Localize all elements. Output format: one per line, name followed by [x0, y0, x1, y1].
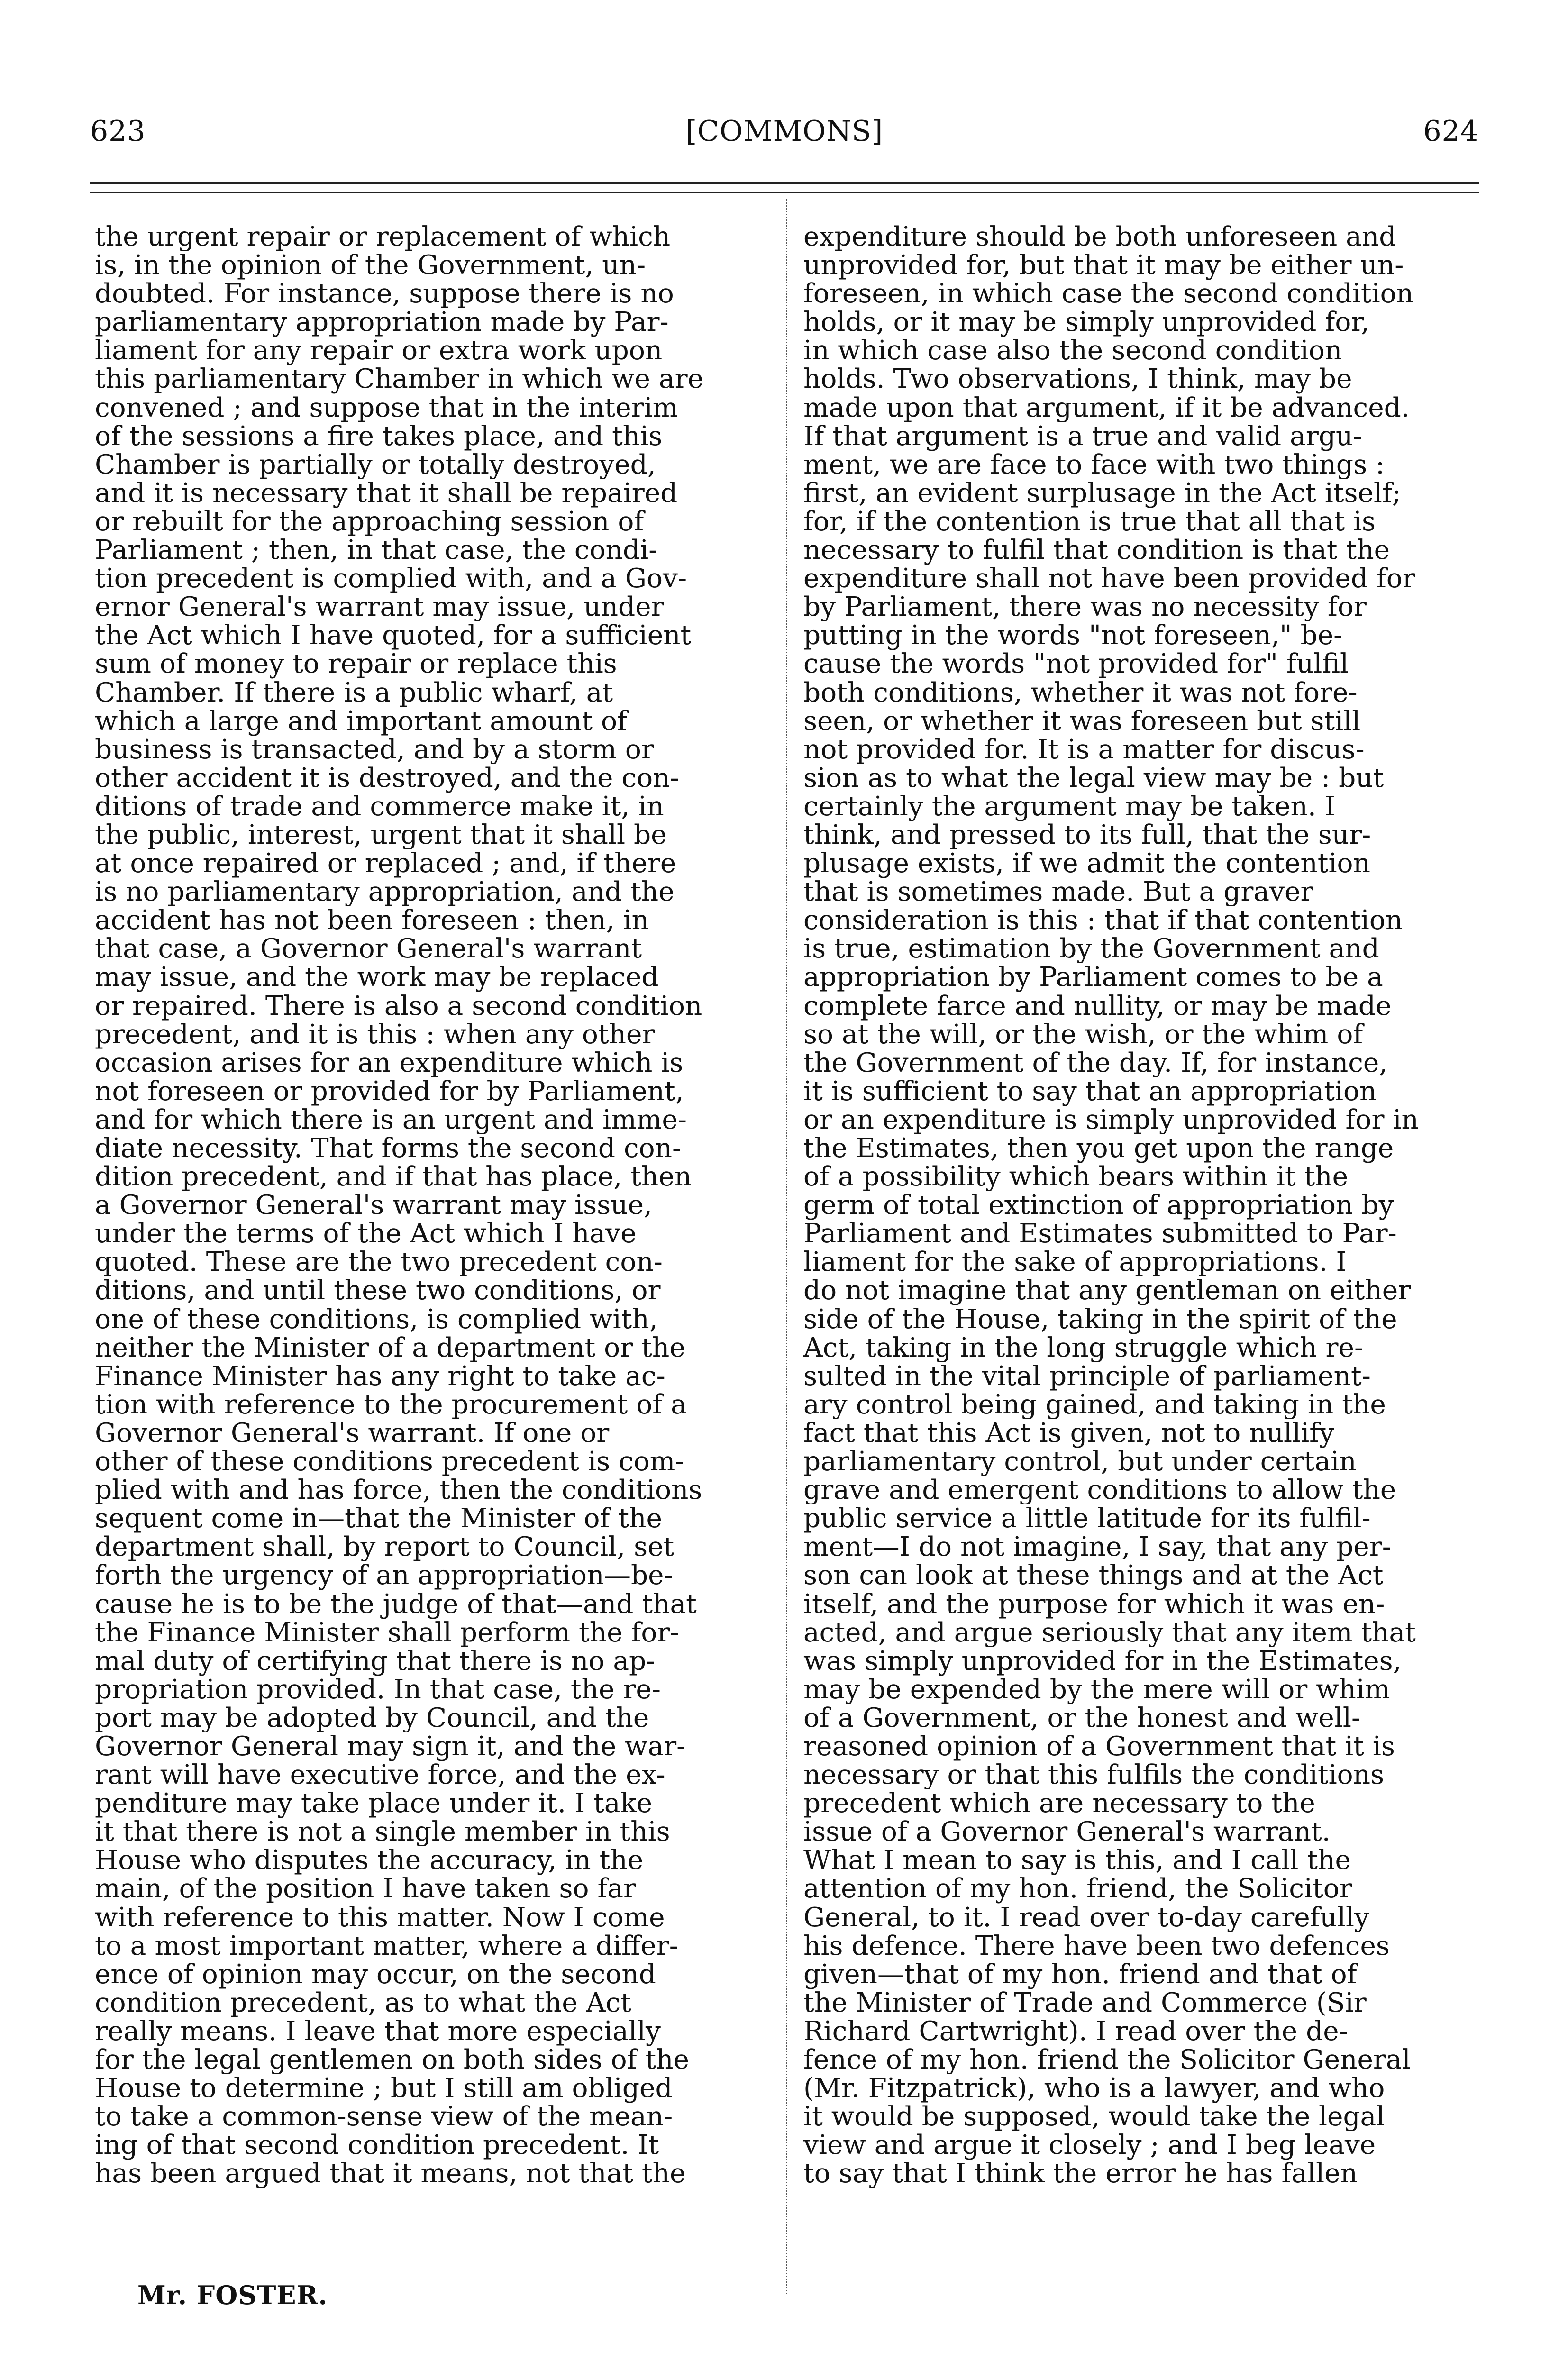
text-line: fact that this Act is given, not to nullify	[803, 1419, 1335, 1448]
text-line: for, if the contention is true that all that is	[803, 507, 1376, 537]
running-title: [COMMONS]	[685, 115, 884, 148]
text-line: Act, taking in the long struggle which re-	[803, 1333, 1364, 1362]
text-line: with reference to this matter. Now I come	[95, 1903, 665, 1932]
text-line: the urgent repair or replacement of which	[95, 223, 671, 252]
text-line: neither the Minister of a department or the	[95, 1333, 685, 1362]
text-line: ditions of trade and commerce make it, in	[95, 792, 664, 821]
page-number-left: 623	[90, 115, 146, 148]
text-line: consideration is this : that if that contention	[803, 906, 1403, 935]
text-line: germ of total extinction of appropriation by	[803, 1191, 1394, 1220]
text-line: plusage exists, if we admit the contention	[803, 849, 1370, 878]
text-line: unprovided for, but that it may be either un-	[803, 251, 1404, 280]
text-line: the Finance Minister shall perform the for-	[95, 1618, 679, 1647]
text-line: tion precedent is complied with, and a Gov-	[95, 565, 687, 593]
text-line: public service a little latitude for its fulfil-	[803, 1504, 1371, 1533]
text-line: doubted. For instance, suppose there is no	[95, 280, 674, 309]
text-line: to a most important matter, where a differ-	[95, 1932, 678, 1960]
text-line: side of the House, taking in the spirit of the	[803, 1305, 1397, 1334]
text-line: cause he is to be the judge of that—and that	[95, 1590, 697, 1619]
text-line: of the sessions a fire takes place, and this	[95, 422, 663, 451]
text-line: itself, and the purpose for which it was en-	[803, 1590, 1385, 1619]
header-rule-thin	[90, 192, 1479, 193]
text-line: the public, interest, urgent that it shall be	[95, 820, 667, 850]
text-line: that is sometimes made. But a graver	[803, 878, 1313, 907]
text-line: House who disputes the accuracy, in the	[95, 1846, 644, 1875]
text-line: convened ; and suppose that in the interim	[95, 393, 678, 422]
text-line: has been argued that it means, not that the	[95, 2160, 686, 2188]
text-line: certainly the argument may be taken. I	[803, 792, 1336, 821]
text-line: think, and pressed to its full, that the sur-	[803, 820, 1371, 850]
text-line: Parliament and Estimates submitted to Par-	[803, 1220, 1397, 1249]
text-line: is, in the opinion of the Government, un-	[95, 251, 646, 280]
text-line: holds. Two observations, I think, may be	[803, 365, 1352, 394]
text-line: not foreseen or provided for by Parliament,	[95, 1077, 684, 1106]
text-line: acted, and argue seriously that any item that	[803, 1618, 1416, 1647]
text-line: other accident it is destroyed, and the con-	[95, 764, 679, 793]
text-line: both conditions, whether it was not fore-	[803, 678, 1358, 707]
text-line: sulted in the vital principle of parliament-	[803, 1362, 1371, 1391]
text-line: and it is necessary that it shall be repaired	[95, 479, 678, 508]
text-line: Chamber. If there is a public wharf, at	[95, 678, 613, 707]
text-line: plied with and has force, then the conditions	[95, 1476, 702, 1505]
text-line: ment—I do not imagine, I say, that any per-	[803, 1533, 1391, 1562]
text-line: Richard Cartwright). I read over the de-	[803, 2017, 1348, 2046]
text-line: complete farce and nullity, or may be made	[803, 992, 1392, 1021]
text-line: seen, or whether it was foreseen but still	[803, 707, 1361, 736]
text-line: (Mr. Fitzpatrick), who is a lawyer, and who	[803, 2074, 1385, 2103]
text-line: expenditure shall not have been provided for	[803, 565, 1415, 593]
text-line: parliamentary appropriation made by Par-	[95, 308, 669, 337]
text-line: penditure may take place under it. I take	[95, 1789, 653, 1818]
text-line: Parliament ; then, in that case, the condi-	[95, 536, 658, 565]
text-line: ment, we are face to face with two things :	[803, 450, 1385, 479]
text-line: holds, or it may be simply unprovided for,	[803, 308, 1370, 337]
text-line: under the terms of the Act which I have	[95, 1220, 637, 1249]
text-line: expenditure should be both unforeseen and	[803, 223, 1396, 252]
text-line: precedent which are necessary to the	[803, 1789, 1315, 1818]
text-line: one of these conditions, is complied with,	[95, 1305, 658, 1334]
text-line: accident has not been foreseen : then, in	[95, 906, 649, 935]
text-line: it is sufficient to say that an appropriation	[803, 1077, 1377, 1106]
text-line: really means. I leave that more especially	[95, 2017, 661, 2046]
text-line: it would be supposed, would take the legal	[803, 2103, 1385, 2132]
text-line: sequent come in—that the Minister of the	[95, 1504, 662, 1533]
text-line: of a Government, or the honest and well-	[803, 1704, 1361, 1732]
text-line: Finance Minister has any right to take ac-	[95, 1362, 665, 1391]
text-line: occasion arises for an expenditure which is	[95, 1048, 684, 1077]
text-line: first, an evident surplusage in the Act itself;	[803, 479, 1401, 508]
text-line: may be expended by the mere will or whim	[803, 1675, 1390, 1704]
text-line: the Estimates, then you get upon the range	[803, 1134, 1394, 1163]
text-line: ence of opinion may occur, on the second	[95, 1960, 656, 1989]
text-line: ernor General's warrant may issue, under	[95, 593, 664, 622]
text-line: diate necessity. That forms the second con-	[95, 1134, 682, 1163]
text-line: condition precedent, as to what the Act	[95, 1988, 631, 2017]
text-line: mal duty of certifying that there is no ap-	[95, 1647, 656, 1676]
text-line: which a large and important amount of	[95, 707, 627, 736]
text-line: Governor General's warrant. If one or	[95, 1419, 610, 1448]
text-line: Chamber is partially or totally destroyed,	[95, 450, 656, 479]
text-line: House to determine ; but I still am obliged	[95, 2074, 673, 2103]
text-line: General, to it. I read over to-day carefully	[803, 1903, 1370, 1932]
text-line: ary control being gained, and taking in the	[803, 1390, 1386, 1419]
text-line: view and argue it closely ; and I beg leave	[803, 2131, 1376, 2160]
text-line: is true, estimation by the Government and	[803, 935, 1379, 964]
text-line: the Act which I have quoted, for a sufficient	[95, 621, 692, 650]
column-divider	[786, 199, 787, 2294]
text-line: at once repaired or replaced ; and, if there	[95, 849, 676, 878]
text-line: If that argument is a true and valid argu-	[803, 422, 1362, 451]
text-line: son can look at these things and at the Act	[803, 1561, 1384, 1590]
text-line: the Minister of Trade and Commerce (Sir	[803, 1988, 1367, 2017]
text-line: Governor General may sign it, and the war-	[95, 1732, 686, 1761]
text-line: and for which there is an urgent and imme-	[95, 1105, 687, 1134]
text-line: so at the will, or the wish, or the whim of	[803, 1020, 1363, 1049]
page-header	[90, 100, 1479, 153]
text-line: may issue, and the work may be replaced	[95, 963, 659, 992]
text-line: is no parliamentary appropriation, and the	[95, 878, 675, 907]
text-line: the Government of the day. If, for instance,	[803, 1048, 1388, 1077]
text-line: not provided for. It is a matter for discus-	[803, 735, 1365, 764]
text-line: quoted. These are the two precedent con-	[95, 1248, 663, 1277]
text-line: cause the words "not provided for" fulfil	[803, 650, 1349, 679]
text-line: attention of my hon. friend, the Solicitor	[803, 1875, 1352, 1904]
text-line: given—that of my hon. friend and that of	[803, 1960, 1357, 1989]
text-line: fence of my hon. friend the Solicitor General	[803, 2046, 1411, 2075]
header-rule-thick	[90, 182, 1479, 184]
text-line: do not imagine that any gentleman on either	[803, 1276, 1411, 1305]
text-line: rant will have executive force, and the ex-	[95, 1761, 665, 1790]
text-line: of a possibility which bears within it the	[803, 1163, 1349, 1192]
text-line: liament for the sake of appropriations. I	[803, 1248, 1347, 1277]
text-line: made upon that argument, if it be advanced.	[803, 393, 1410, 422]
text-line: for the legal gentlemen on both sides of the	[95, 2046, 689, 2075]
text-line: propriation provided. In that case, the re-	[95, 1675, 661, 1704]
text-line: tion with reference to the procurement of a	[95, 1390, 687, 1419]
text-line: forth the urgency of an appropriation—be-	[95, 1561, 673, 1590]
text-line: or repaired. There is also a second condition	[95, 992, 702, 1021]
text-line: reasoned opinion of a Government that it is	[803, 1732, 1395, 1761]
text-line: liament for any repair or extra work upon	[95, 337, 663, 365]
text-line: precedent, and it is this : when any other	[95, 1020, 655, 1049]
text-line: department shall, by report to Council, set	[95, 1533, 675, 1562]
text-line: sum of money to repair or replace this	[95, 650, 617, 679]
text-line: or rebuilt for the approaching session of	[95, 507, 644, 537]
text-line: parliamentary control, but under certain	[803, 1448, 1357, 1477]
text-line: it that there is not a single member in this	[95, 1818, 670, 1847]
text-line: his defence. There have been two defences	[803, 1932, 1390, 1960]
speaker-footer: Mr. FOSTER.	[137, 2280, 328, 2310]
text-line: ditions, and until these two conditions, or	[95, 1276, 661, 1305]
text-line: putting in the words "not foreseen," be-	[803, 621, 1343, 650]
text-line: dition precedent, and if that has place, then	[95, 1163, 692, 1192]
text-line: was simply unprovided for in the Estimates,	[803, 1647, 1402, 1676]
text-line: to say that I think the error he has fallen	[803, 2160, 1358, 2188]
text-line: this parliamentary Chamber in which we are	[95, 365, 704, 394]
text-line: main, of the position I have taken so far	[95, 1875, 637, 1904]
text-line: grave and emergent conditions to allow the	[803, 1476, 1396, 1505]
text-line: issue of a Governor General's warrant.	[803, 1818, 1331, 1847]
page-number-right: 624	[1423, 115, 1479, 148]
text-line: necessary or that this fulfils the conditions	[803, 1761, 1385, 1790]
text-line: that case, a Governor General's warrant	[95, 935, 642, 964]
text-line: foreseen, in which case the second condition	[803, 280, 1414, 309]
text-line: necessary to fulfil that condition is that the	[803, 536, 1390, 565]
text-line: or an expenditure is simply unprovided for in	[803, 1105, 1419, 1134]
text-line: port may be adopted by Council, and the	[95, 1704, 649, 1732]
text-line: business is transacted, and by a storm or	[95, 735, 654, 764]
text-line: a Governor General's warrant may issue,	[95, 1191, 652, 1220]
text-line: to take a common-sense view of the mean-	[95, 2103, 673, 2132]
text-line: appropriation by Parliament comes to be a	[803, 963, 1383, 992]
text-line: ing of that second condition precedent. It	[95, 2131, 659, 2160]
text-line: by Parliament, there was no necessity for	[803, 593, 1367, 622]
left-column	[95, 223, 781, 2188]
text-line: sion as to what the legal view may be : but	[803, 764, 1384, 793]
right-column	[803, 223, 1490, 2188]
text-line: What I mean to say is this, and I call the	[803, 1846, 1351, 1875]
text-line: other of these conditions precedent is com-	[95, 1448, 684, 1477]
text-line: in which case also the second condition	[803, 337, 1342, 365]
